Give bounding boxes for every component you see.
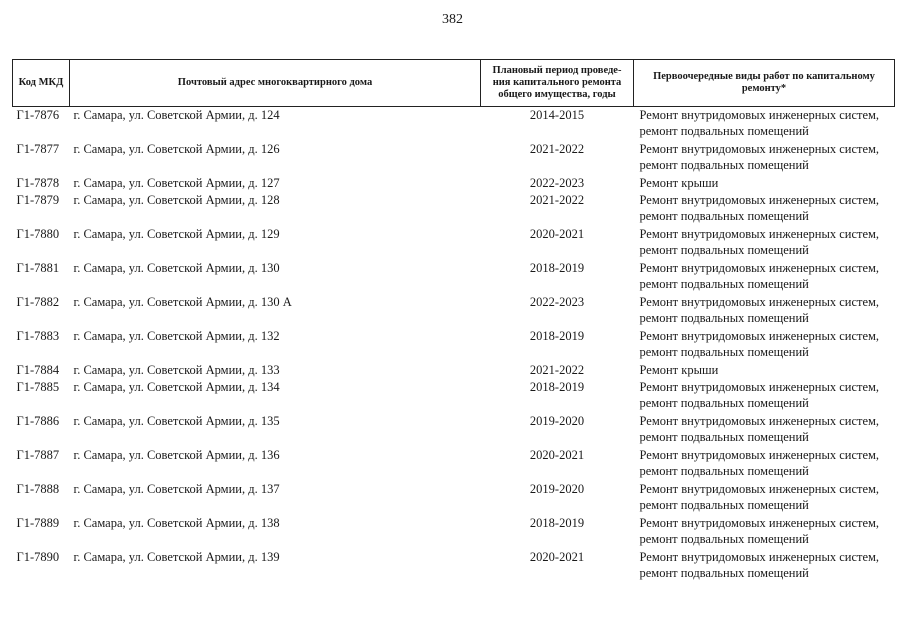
row-address: г. Самара, ул. Советской Армии, д. 124 — [73, 108, 280, 122]
row-address: г. Самара, ул. Советской Армии, д. 135 — [73, 414, 280, 428]
row-period: 2022-2023 — [529, 176, 585, 190]
header-row — [13, 60, 895, 107]
table-row — [13, 549, 895, 583]
table-row — [13, 379, 895, 413]
row-works — [634, 362, 895, 379]
row-works — [634, 447, 895, 481]
works-line: ремонт подвальных помещений — [639, 158, 809, 172]
row-code: Г1-7878 — [16, 176, 60, 190]
row-works — [634, 481, 895, 515]
works-line: Ремонт внутридомовых инженерных систем, — [639, 550, 880, 564]
works-line: ремонт подвальных помещений — [639, 311, 809, 325]
table-row — [13, 192, 895, 226]
row-period: 2018-2019 — [529, 516, 585, 530]
row-code: Г1-7883 — [16, 329, 60, 343]
row-period: 2020-2021 — [529, 227, 585, 241]
header-code: Код МКД — [13, 60, 70, 107]
row-period: 2020-2021 — [529, 448, 585, 462]
row-period: 2019-2020 — [529, 482, 585, 496]
row-period: 2014-2015 — [529, 108, 585, 122]
row-address: г. Самара, ул. Советской Армии, д. 128 — [73, 193, 280, 207]
row-address: г. Самара, ул. Советской Армии, д. 132 — [73, 329, 280, 343]
row-period: 2018-2019 — [529, 261, 585, 275]
row-address: г. Самара, ул. Советской Армии, д. 130 А — [73, 295, 292, 309]
works-line: Ремонт внутридомовых инженерных систем, — [639, 261, 880, 275]
row-code: Г1-7877 — [16, 142, 60, 156]
table-row — [13, 481, 895, 515]
works-line: ремонт подвальных помещений — [639, 209, 809, 223]
row-code: Г1-7889 — [16, 516, 60, 530]
row-works — [634, 192, 895, 226]
table-row — [13, 226, 895, 260]
row-code: Г1-7885 — [16, 380, 60, 394]
works-line: ремонт подвальных помещений — [639, 566, 809, 580]
row-code: Г1-7887 — [16, 448, 60, 462]
row-period: 2018-2019 — [529, 380, 585, 394]
table-header — [13, 60, 895, 107]
row-address: г. Самара, ул. Советской Армии, д. 134 — [73, 380, 280, 394]
works-line: Ремонт внутридомовых инженерных систем, — [639, 193, 880, 207]
row-address: г. Самара, ул. Советской Армии, д. 127 — [73, 176, 280, 190]
mkd-table — [12, 59, 895, 583]
row-period: 2022-2023 — [529, 295, 585, 309]
row-works — [634, 328, 895, 362]
row-address: г. Самара, ул. Советской Армии, д. 130 — [73, 261, 280, 275]
works-line: ремонт подвальных помещений — [639, 277, 809, 291]
works-line: Ремонт внутридомовых инженерных систем, — [639, 380, 880, 394]
table-row — [13, 515, 895, 549]
row-address: г. Самара, ул. Советской Армии, д. 126 — [73, 142, 280, 156]
row-code: Г1-7881 — [16, 261, 60, 275]
works-line: ремонт подвальных помещений — [639, 396, 809, 410]
table-row — [13, 447, 895, 481]
table-row — [13, 107, 895, 142]
works-line: ремонт подвальных помещений — [639, 243, 809, 257]
row-address: г. Самара, ул. Советской Армии, д. 133 — [73, 363, 280, 377]
row-code: Г1-7879 — [16, 193, 60, 207]
row-works — [634, 549, 895, 583]
table-row — [13, 175, 895, 192]
works-line: Ремонт внутридомовых инженерных систем, — [639, 329, 880, 343]
row-period: 2021-2022 — [529, 363, 585, 377]
row-works — [634, 226, 895, 260]
table-row — [13, 328, 895, 362]
row-code: Г1-7882 — [16, 295, 60, 309]
works-line: Ремонт внутридомовых инженерных систем, — [639, 108, 880, 122]
row-period: 2018-2019 — [529, 329, 585, 343]
works-line: ремонт подвальных помещений — [639, 124, 809, 138]
table-row — [13, 362, 895, 379]
row-works — [634, 379, 895, 413]
works-line: ремонт подвальных помещений — [639, 345, 809, 359]
row-works — [634, 175, 895, 192]
works-line: Ремонт внутридомовых инженерных систем, — [639, 516, 880, 530]
works-line: Ремонт внутридомовых инженерных систем, — [639, 482, 880, 496]
works-line: Ремонт внутридомовых инженерных систем, — [639, 142, 880, 156]
row-period: 2021-2022 — [529, 142, 585, 156]
row-address: г. Самара, ул. Советской Армии, д. 139 — [73, 550, 280, 564]
row-code: Г1-7880 — [16, 227, 60, 241]
works-line: ремонт подвальных помещений — [639, 464, 809, 478]
header-works: Первоочередные виды работ по капитальному ремонту* — [634, 60, 895, 107]
works-line: Ремонт внутридомовых инженерных систем, — [639, 227, 880, 241]
works-line: ремонт подвальных помещений — [639, 498, 809, 512]
table-row — [13, 141, 895, 175]
row-code: Г1-7884 — [16, 363, 60, 377]
works-line: Ремонт внутридомовых инженерных систем, — [639, 414, 880, 428]
row-address: г. Самара, ул. Советской Армии, д. 136 — [73, 448, 280, 462]
works-line: Ремонт внутридомовых инженерных систем, — [639, 448, 880, 462]
header-period: Плановый период проведе-ния капитального ремонта общего имущества, годы — [481, 60, 634, 107]
table-row — [13, 260, 895, 294]
row-works — [634, 141, 895, 175]
row-period: 2019-2020 — [529, 414, 585, 428]
header-address: Почтовый адрес многоквартирного дома — [70, 60, 481, 107]
table-row — [13, 294, 895, 328]
row-address: г. Самара, ул. Советской Армии, д. 138 — [73, 516, 280, 530]
works-line: Ремонт внутридомовых инженерных систем, — [639, 295, 880, 309]
row-address: г. Самара, ул. Советской Армии, д. 137 — [73, 482, 280, 496]
row-code: Г1-7890 — [16, 550, 60, 564]
table-body — [13, 107, 895, 584]
row-works — [634, 294, 895, 328]
row-code: Г1-7886 — [16, 414, 60, 428]
row-works — [634, 260, 895, 294]
table-row — [13, 413, 895, 447]
row-code: Г1-7876 — [16, 108, 60, 122]
works-line: Ремонт крыши — [639, 176, 719, 190]
row-period: 2021-2022 — [529, 193, 585, 207]
row-works — [634, 515, 895, 549]
works-line: ремонт подвальных помещений — [639, 430, 809, 444]
row-code: Г1-7888 — [16, 482, 60, 496]
row-works — [634, 413, 895, 447]
works-line: ремонт подвальных помещений — [639, 532, 809, 546]
row-works — [634, 107, 895, 142]
row-period: 2020-2021 — [529, 550, 585, 564]
works-line: Ремонт крыши — [639, 363, 719, 377]
page-number: 382 — [442, 12, 463, 27]
row-address: г. Самара, ул. Советской Армии, д. 129 — [73, 227, 280, 241]
